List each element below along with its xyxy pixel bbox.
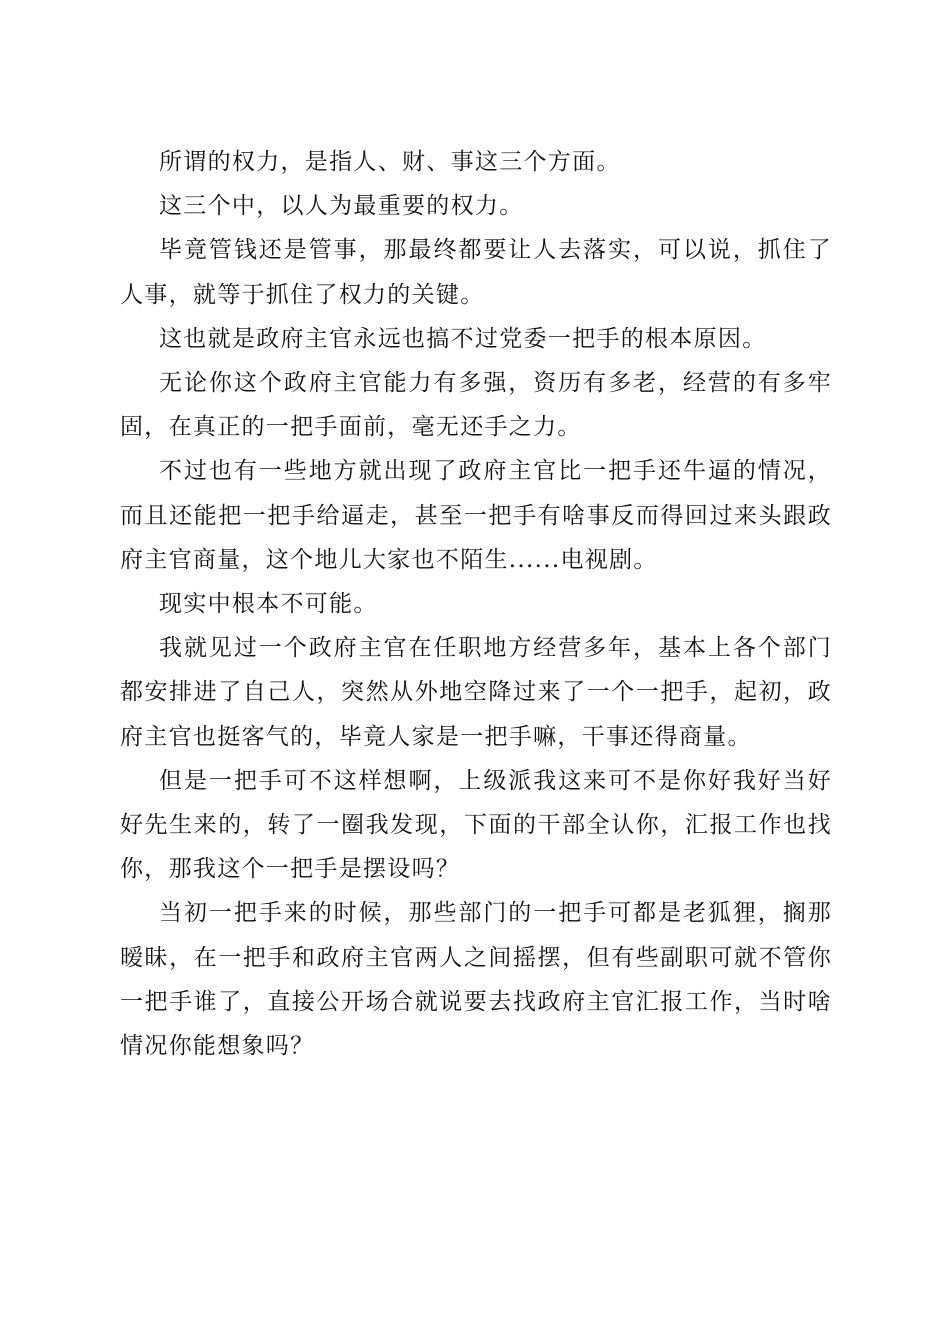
paragraph-5: 无论你这个政府主官能力有多强，资历有多老，经营的有多牢固，在真正的一把手面前，毫无还手之力。 xyxy=(120,370,832,441)
paragraph-3: 毕竟管钱还是管事，那最终都要让人去落实，可以说，抓住了人事，就等于抓住了权力的关键。 xyxy=(120,237,832,308)
paragraph-2: 这三个中，以人为最重要的权力。 xyxy=(159,193,524,220)
paragraph-1: 所谓的权力，是指人、财、事这三个方面。 xyxy=(159,149,621,175)
paragraph-10: 当初一把手来的时候，那些部门的一把手可都是老狐狸，搁那暧昧，在一把手和政府主官两人之间摇摆，但有些副职可就不管你一把手谁了，直接公开场合就说要去找政府主官汇报工作，当时啥情况你能想象吗？ xyxy=(120,900,832,1060)
paragraph-9: 但是一把手可不这样想啊，上级派我这来可不是你好我好当好好先生来的，转了一圈我发现，下面的干部全认你，汇报工作也找你，那我这个一把手是摆设吗？ xyxy=(120,767,832,883)
paragraph-6: 不过也有一些地方就出现了政府主官比一把手还牛逼的情况，而且还能把一把手给逼走，甚至一把手有啥事反而得回过来头跟政府主官商量，这个地儿大家也不陌生......电视剧。 xyxy=(120,458,832,573)
paragraph-7: 现实中根本不可能。 xyxy=(159,591,378,618)
paragraph-4: 这也就是政府主官永远也搞不过党委一把手的根本原因。 xyxy=(159,325,767,352)
document-body xyxy=(120,140,832,1068)
paragraph-8: 我就见过一个政府主官在任职地方经营多年，基本上各个部门都安排进了自己人，突然从外地空降过来了一个一把手，起初，政府主官也挺客气的，毕竟人家是一把手嘛，干事还得商量。 xyxy=(120,635,832,750)
